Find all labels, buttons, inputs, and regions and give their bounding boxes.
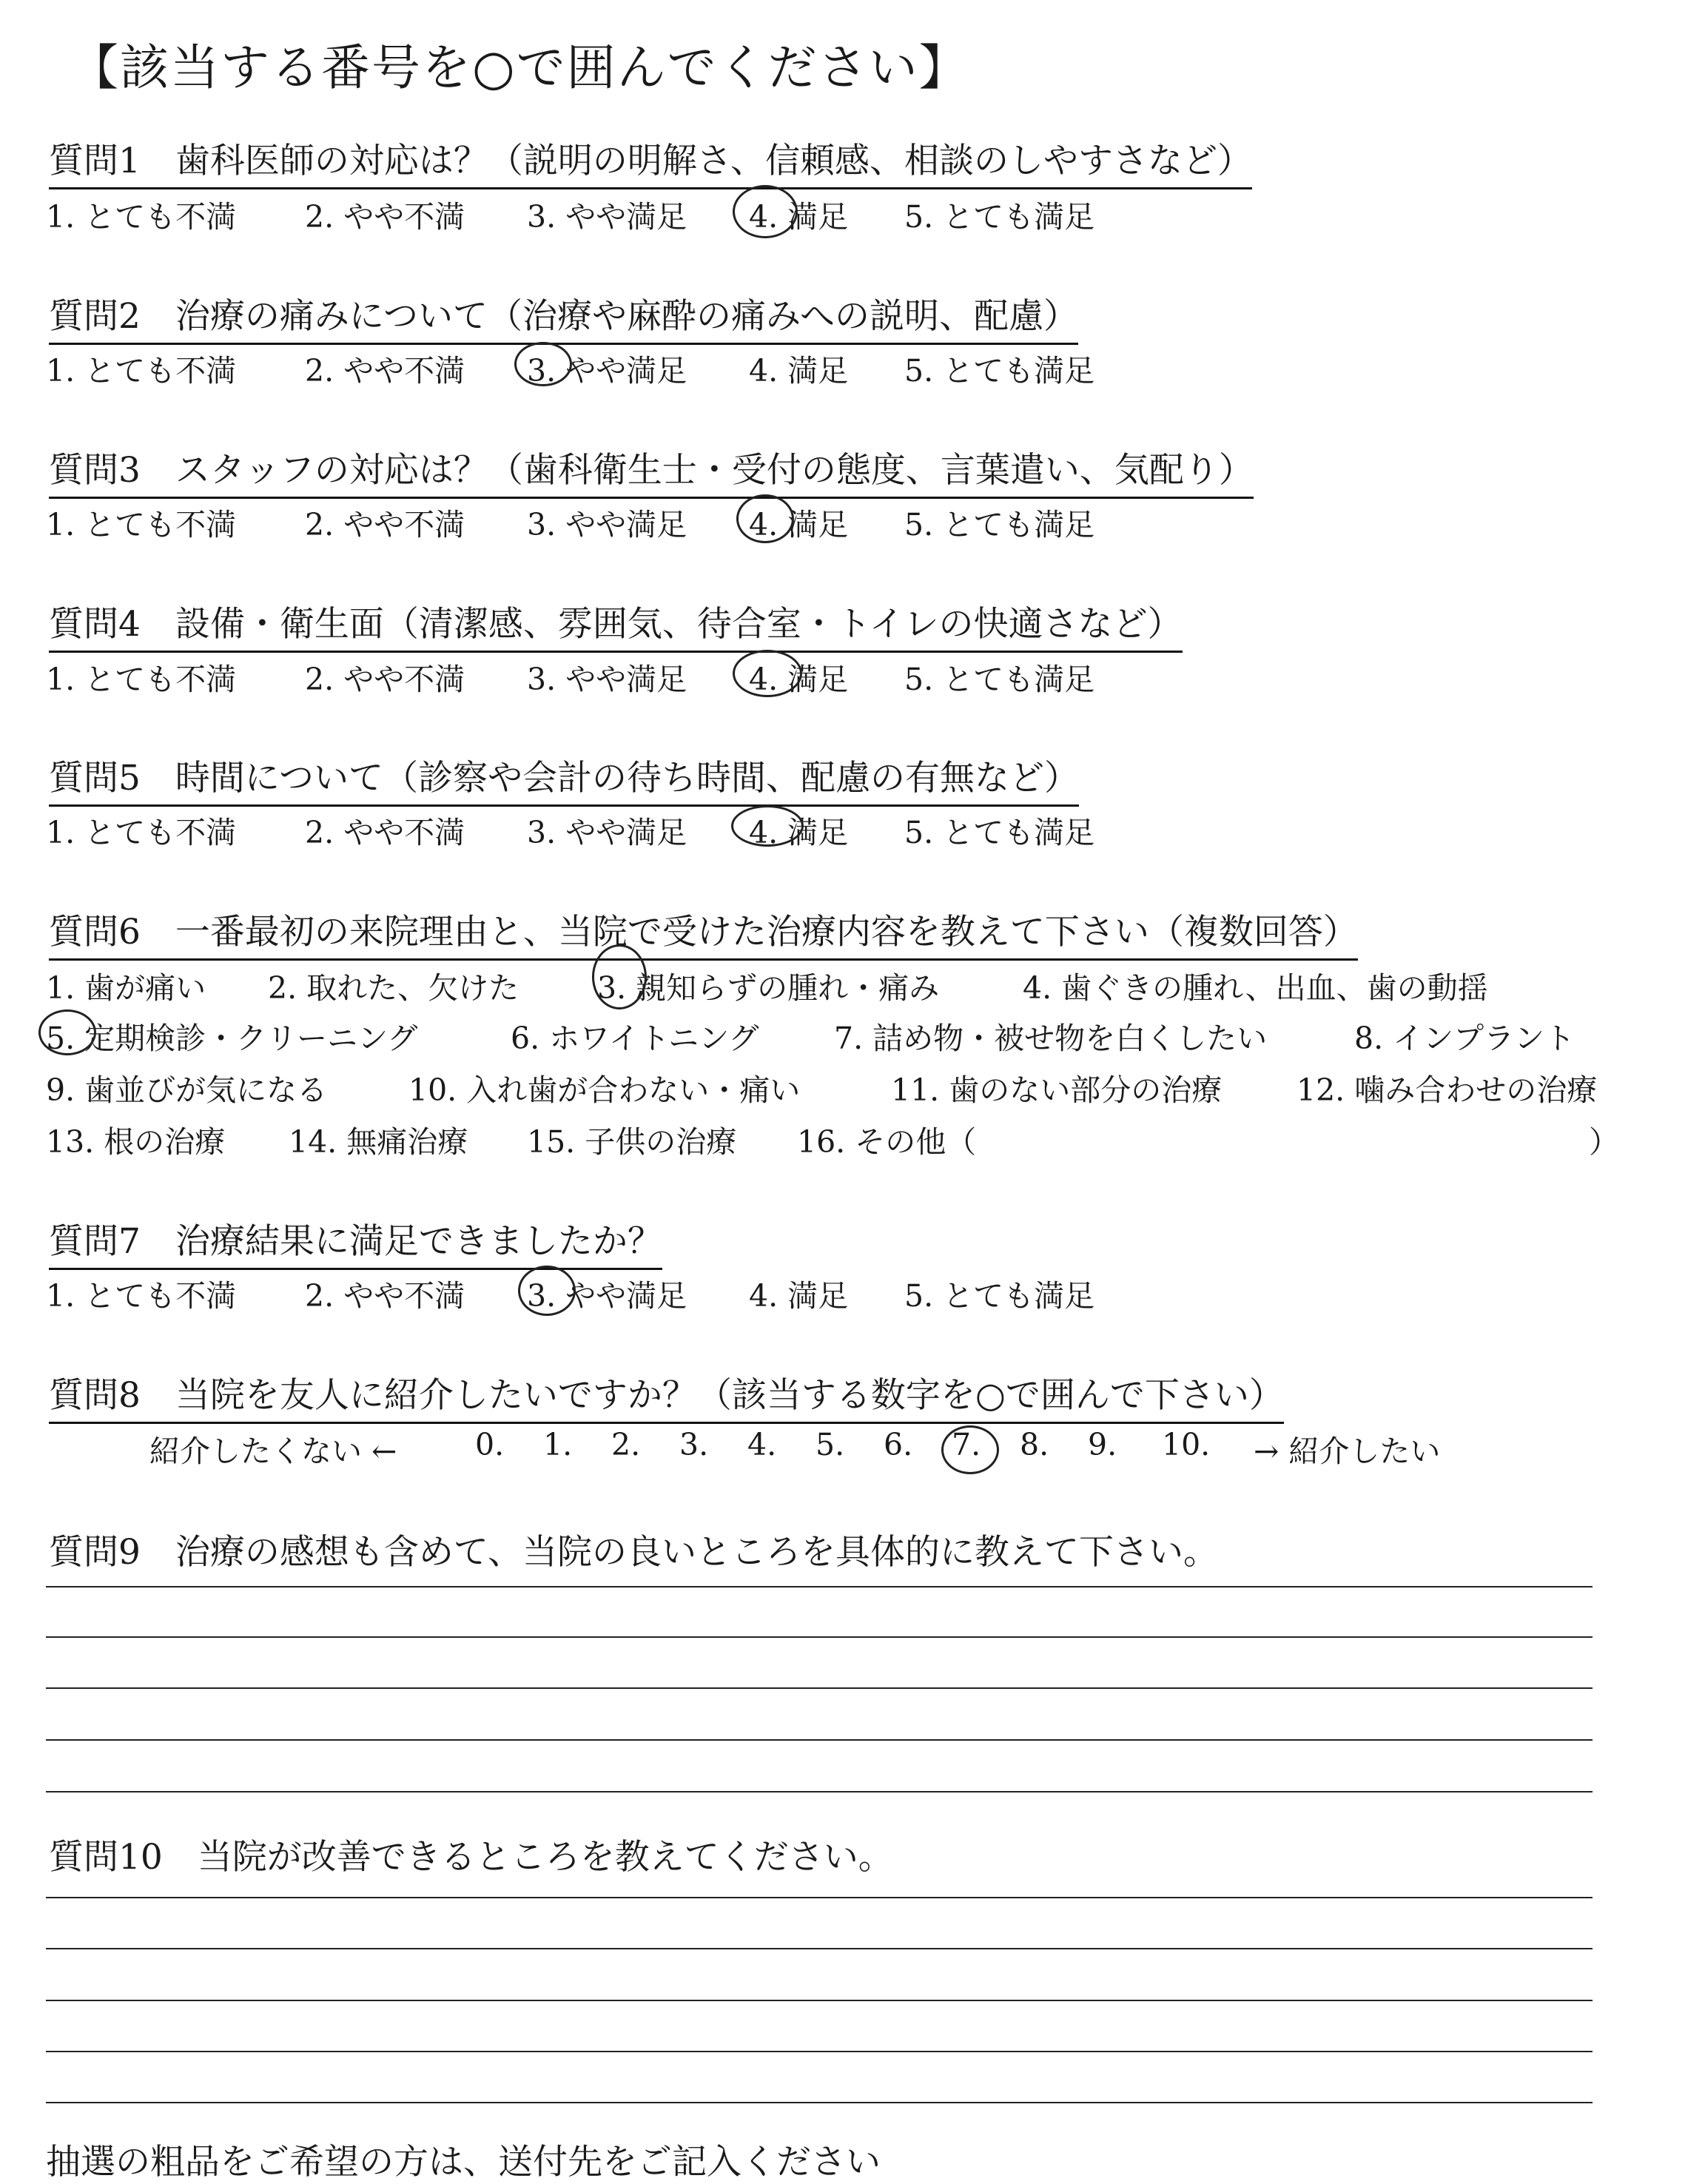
q4-option-1[interactable]: 1. とても不満 (46, 662, 237, 697)
q6-option-1[interactable]: 1. 歯が痛い (46, 970, 206, 1006)
q8-score-7[interactable]: 7. (952, 1427, 981, 1462)
q2-option-5[interactable]: 5. とても満足 (904, 353, 1095, 389)
question-10-heading: 質問10 当院が改善できるところを教えてください。 (49, 1837, 893, 1878)
q10-answer-line-1[interactable] (46, 1897, 1593, 1898)
q9-answer-line-1[interactable] (46, 1586, 1593, 1587)
q8-score-2[interactable]: 2. (611, 1427, 641, 1462)
q5-option-2[interactable]: 2. やや不満 (305, 815, 465, 850)
question-8-heading: 質問8 当院を友人に紹介したいですか？（該当する数字を○で囲んで下さい） (49, 1368, 1284, 1424)
q8-score-1[interactable]: 1. (543, 1427, 573, 1462)
q5-option-1[interactable]: 1. とても不満 (46, 815, 237, 850)
q7-option-2[interactable]: 2. やや不満 (305, 1278, 465, 1314)
q7-option-3[interactable]: 3. やや満足 (527, 1278, 687, 1314)
q2-option-3[interactable]: 3. やや満足 (527, 353, 687, 389)
q4-option-5[interactable]: 5. とても満足 (904, 662, 1095, 697)
q6-option-10[interactable]: 10. 入れ歯が合わない・痛い (408, 1072, 801, 1108)
q4-option-4[interactable]: 4. 満足 (749, 662, 849, 697)
q6-option-15[interactable]: 15. 子供の治療 (527, 1124, 737, 1160)
q3-option-3[interactable]: 3. やや満足 (527, 507, 687, 542)
q10-answer-line-4[interactable] (46, 2051, 1593, 2052)
q7-option-4[interactable]: 4. 満足 (749, 1278, 849, 1314)
q1-option-2[interactable]: 2. やや不満 (305, 199, 465, 235)
q5-option-5[interactable]: 5. とても満足 (904, 815, 1095, 850)
q5-option-4[interactable]: 4. 満足 (749, 815, 849, 850)
q8-score-8[interactable]: 8. (1020, 1427, 1049, 1462)
q2-option-4[interactable]: 4. 満足 (749, 353, 849, 389)
q6-option-14[interactable]: 14. 無痛治療 (289, 1124, 468, 1160)
q4-option-2[interactable]: 2. やや不満 (305, 662, 465, 697)
q6-option-3[interactable]: 3. 親知らずの腫れ・痛み (597, 970, 940, 1006)
question-2-heading: 質問2 治療の痛みについて（治療や麻酔の痛みへの説明、配慮） (49, 289, 1078, 345)
q9-answer-line-5[interactable] (46, 1791, 1593, 1792)
q6-option-6[interactable]: 6. ホワイトニング (511, 1021, 759, 1056)
q8-score-0[interactable]: 0. (475, 1427, 505, 1462)
q3-option-4[interactable]: 4. 満足 (749, 507, 849, 542)
q3-option-1[interactable]: 1. とても不満 (46, 507, 237, 542)
q3-option-2[interactable]: 2. やや不満 (305, 507, 465, 542)
q6-option-2[interactable]: 2. 取れた、欠けた (268, 970, 519, 1006)
q6-option-11[interactable]: 11. 歯のない部分の治療 (891, 1072, 1223, 1108)
q8-score-5[interactable]: 5. (815, 1427, 845, 1462)
q3-option-5[interactable]: 5. とても満足 (904, 507, 1095, 542)
question-4-heading: 質問4 設備・衛生面（清潔感、雰囲気、待合室・トイレの快適さなど） (49, 597, 1183, 653)
q6-option-12[interactable]: 12. 噛み合わせの治療 (1297, 1072, 1598, 1108)
q2-option-1[interactable]: 1. とても不満 (46, 353, 237, 389)
question-7-heading: 質問7 治療結果に満足できましたか？ (49, 1214, 662, 1270)
q8-score-9[interactable]: 9. (1088, 1427, 1117, 1462)
q9-answer-line-4[interactable] (46, 1739, 1593, 1741)
q10-answer-line-5[interactable] (46, 2102, 1593, 2103)
q7-option-1[interactable]: 1. とても不満 (46, 1278, 237, 1314)
q6-option-7[interactable]: 7. 詰め物・被せ物を白くしたい (834, 1021, 1268, 1056)
q7-option-5[interactable]: 5. とても満足 (904, 1278, 1095, 1314)
q6-other-close-paren: ） (1589, 1124, 1619, 1160)
q1-option-5[interactable]: 5. とても満足 (904, 199, 1095, 235)
question-5-heading: 質問5 時間について（診察や会計の待ち時間、配慮の有無など） (49, 750, 1079, 807)
question-1-heading: 質問1 歯科医師の対応は？（説明の明解さ、信頼感、相談のしやすさなど） (49, 133, 1252, 189)
q6-option-5[interactable]: 5. 定期検診・クリーニング (46, 1021, 418, 1056)
question-3-heading: 質問3 スタッフの対応は？（歯科衛生士・受付の態度、言葉遣い、気配り） (49, 443, 1254, 499)
q8-left-label: 紹介したくない ← (149, 1434, 397, 1469)
q9-answer-line-2[interactable] (46, 1636, 1593, 1638)
q8-score-6[interactable]: 6. (884, 1427, 913, 1462)
q6-option-9[interactable]: 9. 歯並びが気になる (46, 1072, 328, 1108)
q8-score-10[interactable]: 10. (1162, 1427, 1211, 1462)
q1-option-4[interactable]: 4. 満足 (749, 199, 849, 235)
q1-option-1[interactable]: 1. とても不満 (46, 199, 237, 235)
q1-option-3[interactable]: 3. やや満足 (527, 199, 687, 235)
q6-option-16[interactable]: 16. その他（ (797, 1124, 977, 1160)
q9-answer-line-3[interactable] (46, 1687, 1593, 1689)
q6-option-8[interactable]: 8. インプラント (1354, 1021, 1575, 1056)
q4-option-3[interactable]: 3. やや満足 (527, 662, 687, 697)
footer-partial-text: 抽選の粗品をご希望の方は、送付先をご記入ください (46, 2142, 881, 2183)
q8-right-label: → 紹介したい (1254, 1434, 1441, 1469)
page-title: 【該当する番号を○で囲んでください】 (70, 39, 969, 96)
q8-score-4[interactable]: 4. (747, 1427, 777, 1462)
question-9-heading: 質問9 治療の感想も含めて、当院の良いところを具体的に教えて下さい。 (49, 1532, 1218, 1573)
q8-score-3[interactable]: 3. (679, 1427, 709, 1462)
q6-option-4[interactable]: 4. 歯ぐきの腫れ、出血、歯の動揺 (1023, 970, 1488, 1006)
q2-option-2[interactable]: 2. やや不満 (305, 353, 465, 389)
q10-answer-line-3[interactable] (46, 2000, 1593, 2001)
q6-option-13[interactable]: 13. 根の治療 (46, 1124, 226, 1160)
question-6-heading: 質問6 一番最初の来院理由と、当院で受けた治療内容を教えて下さい（複数回答） (49, 904, 1358, 961)
q5-option-3[interactable]: 3. やや満足 (527, 815, 687, 850)
q10-answer-line-2[interactable] (46, 1948, 1593, 1949)
